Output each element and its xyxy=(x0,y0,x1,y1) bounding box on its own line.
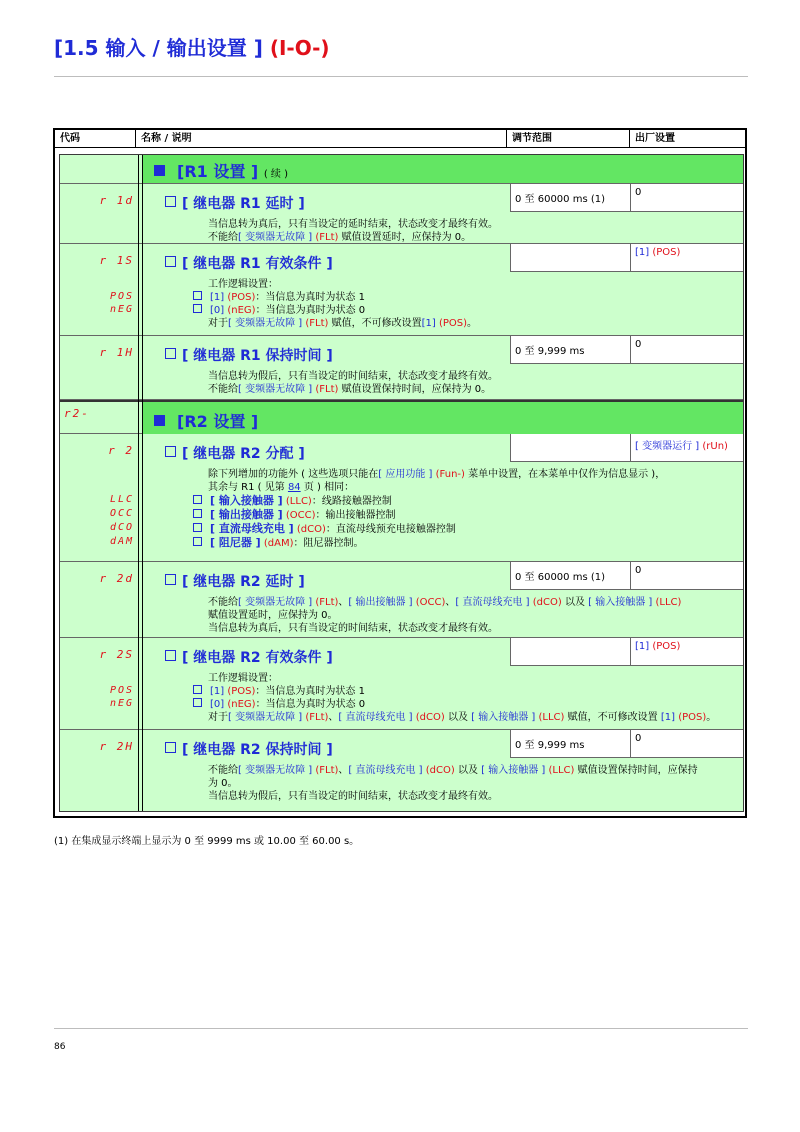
option-box-icon xyxy=(193,685,202,694)
option-box-icon xyxy=(193,304,202,313)
param-default: 0 xyxy=(631,336,743,364)
param-range xyxy=(510,244,631,272)
option-box-icon xyxy=(193,509,202,518)
table-row-r2h xyxy=(60,730,743,811)
top-divider xyxy=(54,76,748,77)
option-code: nEG xyxy=(109,304,134,315)
option-code: LLC xyxy=(109,494,134,505)
param-range: 0 至 60000 ms (1) xyxy=(510,562,631,590)
page-title xyxy=(54,32,330,61)
section-r2-title: [R2 设置 ] xyxy=(154,409,258,432)
option-box-icon xyxy=(193,698,202,707)
param-default: [ 变频器运行 ] (rUn) xyxy=(631,434,743,462)
param-description: 当信息转为假后，只有当设定的时间结束，状态改变才最终有效。 不能给[ 变频器无故障 ] (FLt) 赋值设置保持时间，应保持为 0。 xyxy=(208,371,498,395)
param-note: 对于[ 变频器无故障 ] (FLt) 赋值，不可修改设置[1] (POS)。 xyxy=(208,318,478,329)
page-title-code: (I-O-) xyxy=(269,36,330,60)
param-range: 0 至 9,999 ms xyxy=(510,336,631,364)
option-code: dCO xyxy=(109,522,134,533)
param-default: 0 xyxy=(631,730,743,758)
bottom-divider xyxy=(54,1028,748,1029)
header-name: 名称 / 说明 xyxy=(136,130,507,147)
page-title-main: [1.5 输入 / 输出设置 ] xyxy=(54,36,263,60)
option-box-icon xyxy=(193,291,202,300)
param-code: r 1H xyxy=(99,346,134,359)
param-range: 0 至 60000 ms (1) xyxy=(510,184,631,212)
option-box-icon xyxy=(193,523,202,532)
param-title: [ 继电器 R1 有效条件 ] xyxy=(165,253,333,273)
param-default: 0 xyxy=(631,562,743,590)
option-item: [ 阻尼器 ] (dAM)：阻尼器控制。 xyxy=(193,536,364,550)
checkbox-bullet-icon xyxy=(165,574,176,585)
param-title: [ 继电器 R2 有效条件 ] xyxy=(165,647,333,667)
param-description: 不能给[ 变频器无故障 ] (FLt)、[ 输出接触器 ] (OCC)、[ 直流母线充电 ] (dCO) 以及 [ 输入接触器 ] (LLC) 赋值设置延时，应保持为 0。 当信息转为真后，只有当设定的时间结束，状态改变才最终有效。 xyxy=(208,597,682,634)
option-item: [0] (nEG)：当信息为真时为状态 0 xyxy=(193,698,365,711)
param-code: r 2 xyxy=(108,444,134,457)
header-code: 代码 xyxy=(55,130,136,147)
section-r1 xyxy=(60,155,743,184)
footnote: (1) 在集成显示终端上显示为 0 至 9999 ms 或 10.00 至 60.00 s。 xyxy=(54,836,360,847)
header-divider xyxy=(55,147,745,148)
param-description: 除下列增加的功能外 ( 这些选项只能在[ 应用功能 ] (Fun-) 菜单中设置，在本菜单中仅作为信息显示 )， 其余与 R1 ( 见第 84 页 ) 相同： xyxy=(208,469,666,493)
param-code: r 1S xyxy=(99,254,134,267)
param-code: r 2d xyxy=(99,572,134,585)
option-box-icon xyxy=(193,495,202,504)
square-bullet-icon xyxy=(154,165,165,176)
table-row-r2 xyxy=(60,434,743,562)
option-item: [ 输出接触器 ] (OCC)：输出接触器控制 xyxy=(193,508,396,522)
section-r1-title: [R1 设置 ] ( 续 ) xyxy=(154,159,288,182)
param-description: 工作逻辑设置： xyxy=(208,673,278,684)
checkbox-bullet-icon xyxy=(165,650,176,661)
option-item: [1] (POS)：当信息为真时为状态 1 xyxy=(193,291,365,304)
checkbox-bullet-icon xyxy=(165,196,176,207)
option-item: [ 直流母线充电 ] (dCO)：直流母线预充电接触器控制 xyxy=(193,522,456,536)
param-title: [ 继电器 R2 保持时间 ] xyxy=(165,739,333,759)
header-range: 调节范围 xyxy=(507,130,630,147)
option-item: [ 输入接触器 ] (LLC)：线路接触器控制 xyxy=(193,494,392,508)
option-code: OCC xyxy=(109,508,134,519)
checkbox-bullet-icon xyxy=(165,446,176,457)
param-range xyxy=(510,434,631,462)
section-code: r2- xyxy=(64,407,90,420)
option-code: nEG xyxy=(109,698,134,709)
option-code: dAM xyxy=(109,536,134,547)
param-note: 对于[ 变频器无故障 ] (FLt)、[ 直流母线充电 ] (dCO) 以及 [ 输入接触器 ] (LLC) 赋值，不可修改设置 [1] (POS)。 xyxy=(208,712,717,723)
table-row-r1h xyxy=(60,336,743,400)
option-box-icon xyxy=(193,537,202,546)
option-code: POS xyxy=(109,685,134,696)
param-title: [ 继电器 R1 延时 ] xyxy=(165,193,305,213)
option-code: POS xyxy=(109,291,134,302)
param-default: [1] (POS) xyxy=(631,638,743,666)
square-bullet-icon xyxy=(154,415,165,426)
param-range: 0 至 9,999 ms xyxy=(510,730,631,758)
param-default: [1] (POS) xyxy=(631,244,743,272)
param-code: r 2S xyxy=(99,648,134,661)
param-code: r 1d xyxy=(99,194,134,207)
param-description: 工作逻辑设置： xyxy=(208,279,278,290)
code-column-divider xyxy=(138,155,143,811)
section-r2 xyxy=(60,400,743,434)
table-row-r2d xyxy=(60,562,743,638)
table-row-r2s xyxy=(60,638,743,730)
param-range xyxy=(510,638,631,666)
page-number: 86 xyxy=(54,1042,66,1052)
table-row-r1s xyxy=(60,244,743,336)
option-item: [0] (nEG)：当信息为真时为状态 0 xyxy=(193,304,365,317)
table-row-r1d xyxy=(60,184,743,244)
param-code: r 2H xyxy=(99,740,134,753)
checkbox-bullet-icon xyxy=(165,742,176,753)
param-title: [ 继电器 R2 延时 ] xyxy=(165,571,305,591)
header-default: 出厂设置 xyxy=(635,133,675,144)
checkbox-bullet-icon xyxy=(165,348,176,359)
table-body xyxy=(59,154,744,812)
param-description: 不能给[ 变频器无故障 ] (FLt)、[ 直流母线充电 ] (dCO) 以及 [ 输入接触器 ] (LLC) 赋值设置保持时间，应保持 为 0。 当信息转为假后，只有当设定的时间结束，状态改变才最终有效。 xyxy=(208,765,698,802)
parameter-table xyxy=(53,128,747,818)
checkbox-bullet-icon xyxy=(165,256,176,267)
param-default: 0 xyxy=(631,184,743,212)
option-item: [1] (POS)：当信息为真时为状态 1 xyxy=(193,685,365,698)
param-title: [ 继电器 R2 分配 ] xyxy=(165,443,305,463)
param-title: [ 继电器 R1 保持时间 ] xyxy=(165,345,333,365)
param-description: 当信息转为真后，只有当设定的延时结束，状态改变才最终有效。 不能给[ 变频器无故障 ] (FLt) 赋值设置延时，应保持为 0。 xyxy=(208,219,498,243)
page-ref-link[interactable]: 84 xyxy=(287,482,301,493)
